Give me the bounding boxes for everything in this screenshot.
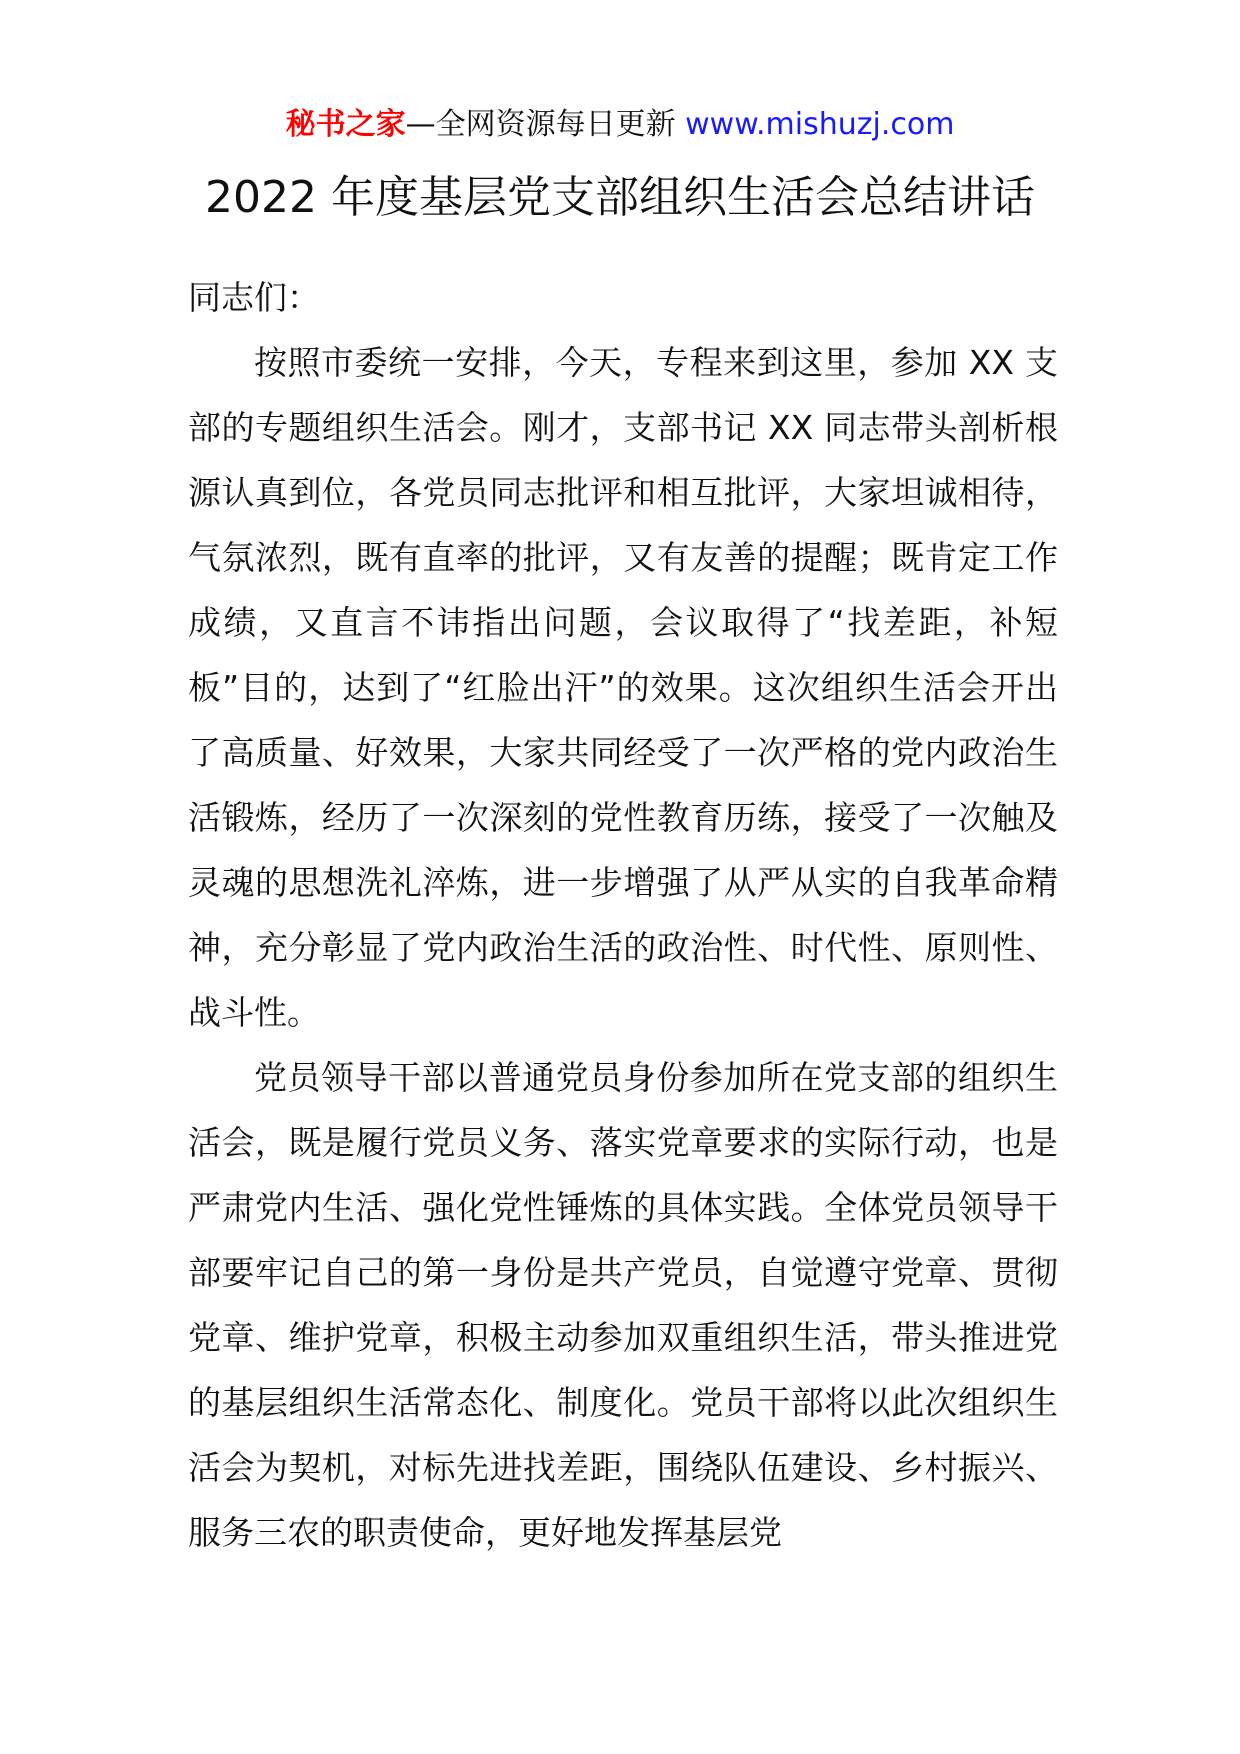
paragraph-2: 党员领导干部以普通党员身份参加所在党支部的组织生活会，既是履行党员义务、落实党章要求的实际行动，也是严肃党内生活、强化党性锤炼的具体实践。全体党员领导干部要牢记自己的第一身份是共产党员，自觉遵守党章、贯彻党章、维护党章，积极主动参加双重组织生活，带头推进党的基层组织生活常态化、制度化。党员干部将以此次组织生活会为契机，对标先进找差距，围绕队伍建设、乡村振兴、服务三农的职责使命，更好地发挥基层党 bbox=[188, 1058, 1058, 1552]
paragraph-1: 按照市委统一安排，今天，专程来到这里，参加 XX 支部的专题组织生活会。刚才，支部书记 XX 同志带头剖析根源认真到位，各党员同志批评和相互批评，大家坦诚相待，气氛浓烈，既有直率的批评，又有友善的提醒；既肯定工作成绩，又直言不讳指出问题，会议取得了“找差距，补短板”目的，达到了“红脸出汗”的效果。这次组织生活会开出了高质量、好效果，大家共同经受了一次严格的党内政治生活锻炼，经历了一次深刻的党性教育历练，接受了一次触及灵魂的思想洗礼淬炼，进一步增强了从严从实的自我革命精神，充分彰显了党内政治生活的政治性、时代性、原则性、战斗性。 bbox=[188, 343, 1058, 1032]
site-url-link[interactable]: www.mishuzj.com bbox=[685, 107, 955, 142]
salutation: 同志们： bbox=[188, 278, 320, 317]
document-title: 2022 年度基层党支部组织生活会总结讲话 bbox=[205, 172, 1035, 223]
site-header bbox=[0, 103, 1240, 147]
document-body bbox=[188, 265, 1058, 1565]
header-tagline: —全网资源每日更新 bbox=[405, 107, 686, 142]
brand-name: 秘书之家 bbox=[285, 107, 406, 142]
